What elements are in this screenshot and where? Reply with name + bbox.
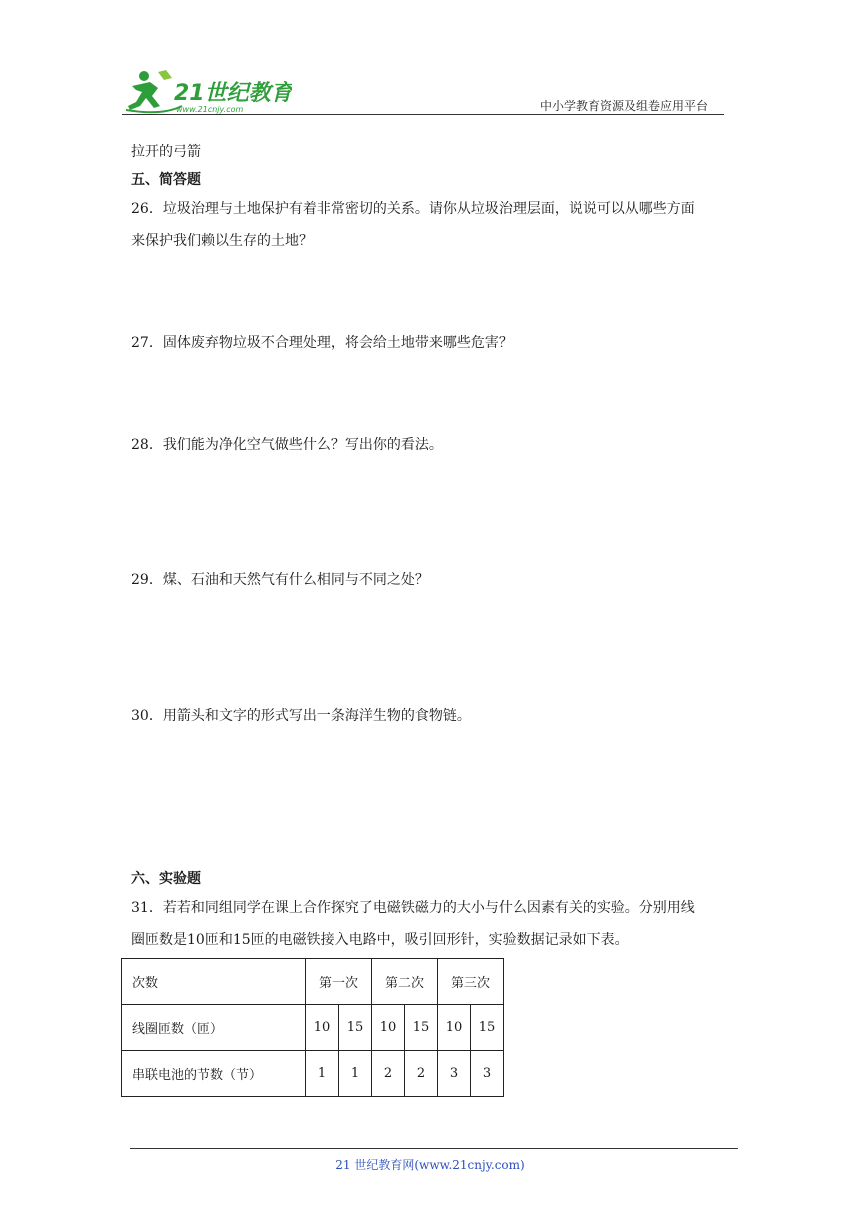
table-cell: 15 [339, 1005, 372, 1051]
table-cell: 10 [372, 1005, 405, 1051]
table-cell: 2 [405, 1051, 438, 1097]
footer-divider [130, 1148, 738, 1149]
table-cell-header: 第三次 [438, 959, 504, 1005]
table-cell-label: 线圈匝数（匝） [122, 1005, 306, 1051]
question-29: 29．煤、石油和天然气有什么相同与不同之处？ [131, 572, 429, 588]
carryover-text: 拉开的弓箭 [131, 144, 201, 160]
question-26-line-1: 26．垃圾治理与土地保护有着非常密切的关系。请你从垃圾治理层面，说说可以从哪些方面 [131, 201, 695, 217]
question-26-line-2: 来保护我们赖以生存的土地？ [131, 233, 313, 249]
header-divider [122, 114, 724, 115]
logo-title: 21世纪教育 [174, 81, 292, 106]
table-cell-header: 第二次 [372, 959, 438, 1005]
table-cell: 10 [438, 1005, 471, 1051]
question-28: 28．我们能为净化空气做些什么？写出你的看法。 [131, 437, 443, 453]
table-cell: 10 [306, 1005, 339, 1051]
question-27: 27．固体废弃物垃圾不合理处理，将会给土地带来哪些危害？ [131, 335, 513, 351]
question-30: 30．用箭头和文字的形式写出一条海洋生物的食物链。 [131, 708, 471, 724]
section-title-5: 五、简答题 [131, 172, 201, 188]
table-cell-label: 次数 [122, 959, 306, 1005]
table-cell: 15 [471, 1005, 504, 1051]
logo-graphic [122, 66, 292, 116]
table-cell-header: 第一次 [306, 959, 372, 1005]
footer-link[interactable]: 21 世纪教育网(www.21cnjy.com) [335, 1158, 525, 1172]
logo-url: www.21cnjy.com [176, 105, 244, 114]
table-cell: 1 [306, 1051, 339, 1097]
table-cell: 15 [405, 1005, 438, 1051]
table-row [122, 1051, 504, 1097]
table-row [122, 959, 504, 1005]
experiment-table [121, 958, 504, 1097]
table-cell: 3 [438, 1051, 471, 1097]
table-cell: 2 [372, 1051, 405, 1097]
table-cell: 1 [339, 1051, 372, 1097]
experiment-table-wrap [121, 958, 504, 1097]
question-31-line-1: 31．若若和同组同学在课上合作探究了电磁铁磁力的大小与什么因素有关的实验。分别用线 [131, 900, 695, 916]
platform-name: 中小学教育资源及组卷应用平台 [540, 99, 709, 113]
question-31-line-2: 圈匝数是10匝和15匝的电磁铁接入电路中，吸引回形针，实验数据记录如下表。 [131, 932, 629, 948]
table-row [122, 1005, 504, 1051]
section-title-6: 六、实验题 [131, 871, 201, 887]
table-cell: 3 [471, 1051, 504, 1097]
table-cell-label: 串联电池的节数（节） [122, 1051, 306, 1097]
site-logo [122, 66, 292, 116]
